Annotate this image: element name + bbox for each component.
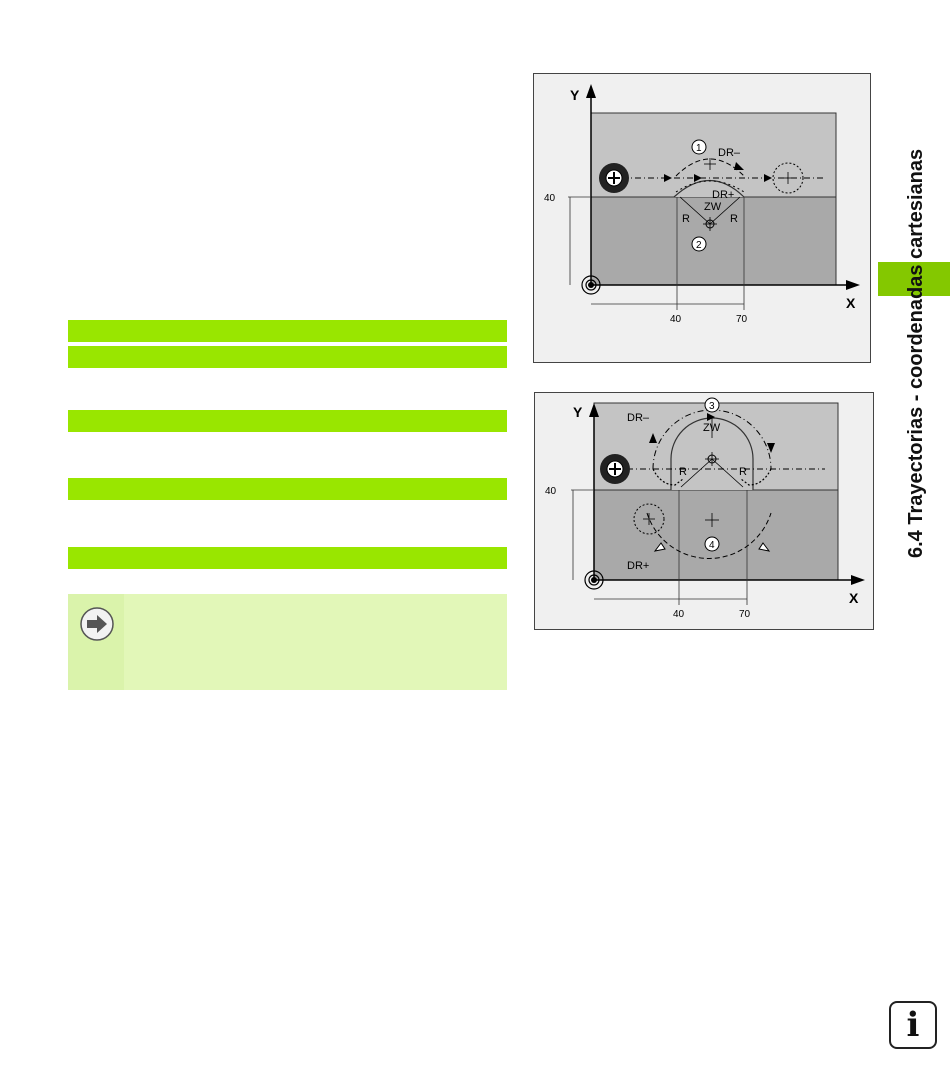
x-tick-70: 70 xyxy=(736,314,748,325)
x-axis-arrow xyxy=(851,575,865,585)
label-zw: ZW xyxy=(703,422,721,434)
svg-text:3: 3 xyxy=(709,401,715,412)
figure-1 xyxy=(533,73,871,363)
section-title: 6.4 Trayectorias - coordenadas cartesianas xyxy=(905,148,927,558)
axis-x-label: X xyxy=(846,295,856,311)
figure-2-drawing xyxy=(535,393,873,629)
x-tick-40: 40 xyxy=(670,314,682,325)
svg-text:2: 2 xyxy=(696,240,702,251)
label-dr-plus: DR+ xyxy=(627,560,650,572)
table-header-bar-5 xyxy=(68,547,507,569)
table-header-bar-4 xyxy=(68,478,507,500)
axis-x-label: X xyxy=(849,590,859,606)
axis-y-label: Y xyxy=(570,87,580,103)
y-tick-40: 40 xyxy=(544,193,556,204)
svg-text:4: 4 xyxy=(709,540,715,551)
axis-y-label: Y xyxy=(573,404,583,420)
table-header-bar-2 xyxy=(68,346,507,368)
milling-cutter-icon xyxy=(599,163,629,193)
svg-text:1: 1 xyxy=(696,143,702,154)
table-header-bar-1 xyxy=(68,320,507,342)
arrow-right-circle-icon xyxy=(77,604,117,644)
info-icon: i xyxy=(889,1001,937,1049)
figure-1-drawing xyxy=(534,74,870,362)
label-r-right: R xyxy=(730,213,738,225)
x-axis-arrow xyxy=(846,280,860,290)
table-header-bar-3 xyxy=(68,410,507,432)
label-zw: ZW xyxy=(704,201,722,213)
label-dr-plus: DR+ xyxy=(712,189,735,201)
note-box xyxy=(68,594,507,690)
y-axis-arrow xyxy=(586,84,596,98)
label-dr-minus: DR– xyxy=(627,412,650,424)
label-dr-minus: DR– xyxy=(718,147,741,159)
x-tick-40: 40 xyxy=(673,609,685,620)
figure-2 xyxy=(534,392,874,630)
milling-cutter-icon xyxy=(600,454,630,484)
label-r-left: R xyxy=(682,213,690,225)
x-tick-70: 70 xyxy=(739,609,751,620)
label-r-left: R xyxy=(679,466,687,478)
label-r-right: R xyxy=(739,466,747,478)
y-tick-40: 40 xyxy=(545,486,557,497)
